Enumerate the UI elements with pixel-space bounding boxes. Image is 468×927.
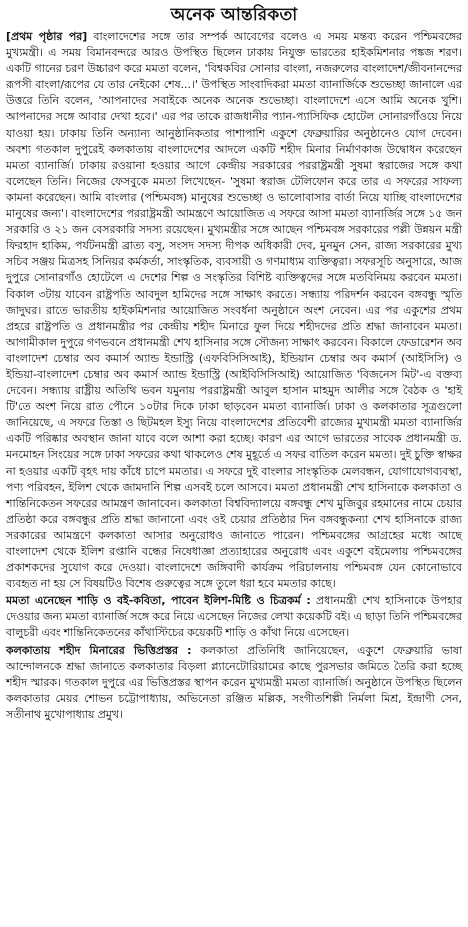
subheading-gifts: মমতা এনেছেন শাড়ি ও বই-কবিতা, পাবেন ইলিশ-মিষ্টি ও চিত্রকর্ম : [6,594,311,608]
article-paragraph-main [6,29,462,592]
paragraph-text: বাংলাদেশের সঙ্গে তার সম্পর্ক আবেগের বলেও এ সময় মন্তব্য করেন পশ্চিমবঙ্গের মুখ্যমন্ত্রী। এ সময় বিমানবন্দরে আরও উপস্থিত ছিলেন ঢাকায় নিযুক্ত ভারতের হাইকমিশনার পঙ্কজ শরণ। একটি গানের চরণ উচ্চারণ করে মমতা বলেন, 'বিশ্বকবির সোনার বাংলা, নজরুলের বাংলাদেশ/জীবনানন্দের রূপসী বাংলা/রূপের যে তার নেইকো শেষ...।' উপস্থিত সাংবাদিকরা মমতা ব্যানার্জিকে শুভেচ্ছা জানালে এর উত্তরে তিনি বলেন, 'আপনাদের সবাইকে অনেক অনেক শুভেচ্ছা। বাংলাদেশে এসে আমি অনেক খুশি। আপনাদের সঙ্গে আবার দেখা হবে।' এর পর তাকে রাজধানীর প্যান-প্যাসিফিক হোটেল সোনারগাঁওয়ে নিয়ে যাওয়া হয়। ঢাকায় তিনি অন্যান্য আনুষ্ঠানিকতার পাশাপাশি একুশে ফেব্রুয়ারির অনুষ্ঠানেও যোগ দেবেন। অবশ্য গতকাল দুপুরেই কলকাতায় বাংলাদেশের আদলে একটি শহীদ মিনার নির্মাণকাজ উদ্বোধন করেছেন মমতা ব্যানার্জি। ঢাকায় রওয়ানা হওয়ার আগে কেন্দ্রীয় সরকারের পররাষ্ট্রমন্ত্রী সুষমা স্বরাজের সঙ্গে কথা বলেছেন তিনি। নিজের ফেসবুকে মমতা লিখেছেন- 'সুষমা স্বরাজ টেলিফোন করে তার এ সফরের সাফল্য কামনা করেছেন। আমি বাংলার (পশ্চিমবঙ্গ) মানুষের শুভেচ্ছা ও ভালোবাসার বার্তা নিয়ে যাচ্ছি বাংলাদেশের মানুষের জন্য'। বাংলাদেশের পররাষ্ট্রমন্ত্রী আমন্ত্রণে আয়োজিত এ সফরে আসা মমতা ব্যানার্জির সঙ্গে ১৫ জন সরকারি ও ২১ জন বেসরকারি সদস্য রয়েছেন। মুখ্যমন্ত্রীর সঙ্গে আছেন পশ্চিমবঙ্গ সরকারের পল্লী উন্নয়ন মন্ত্রী ফিরহাদ হাকিম, পর্যটনমন্ত্রী ব্রাত্য বসু, সংসদ সদস্য দীপক অধিকারী দেব, মুনমুন সেন, রাজ্য সরকারের মুখ্য সচিব সঞ্জয় মিত্রসহ সিনিয়র কর্মকর্তা, সাংস্কৃতিক, ব্যবসায়ী ও গণমাধ্যম ব্যক্তিত্বরা। সফরসূচি অনুসারে, আজ দুপুরে সোনারগাঁও হোটেলে এ দেশের শিল্প ও সংস্কৃতির বিশিষ্ট ব্যক্তিত্বদের সঙ্গে মতবিনিময় করবেন মমতা। বিকাল ৩টায় যাবেন রাষ্ট্রপতি আবদুল হামিদের সঙ্গে সাক্ষাৎ করতে। সন্ধ্যায় পরিদর্শন করবেন বঙ্গবন্ধু স্মৃতি জাদুঘর। রাতে ভারতীয় হাইকমিশনার আয়োজিত সংবর্ধনা অনুষ্ঠানে অংশ নেবেন। এর পর একুশের প্রথম প্রহরে রাষ্ট্রপতি ও প্রধানমন্ত্রীর পর কেন্দ্রীয় শহীদ মিনারে ফুল দিয়ে শহীদদের প্রতি শ্রদ্ধা জানাবেন মমতা। আগামীকাল দুপুরে গণভবনে প্রধানমন্ত্রী শেখ হাসিনার সঙ্গে সৌজন্য সাক্ষাৎ করবেন। বিকালে ফেডারেশন অব বাংলাদেশ চেম্বার অব কমার্স অ্যান্ড ইন্ডাস্ট্রি (এফবিসিসিআই), ইন্ডিয়ান চেম্বার অব কমার্স (আইসিসি) ও ইন্ডিয়া-বাংলাদেশ চেম্বার অব কমার্স অ্যান্ড ইন্ডাস্ট্রি (আইবিসিসিআই) আয়োজিত 'বিজনেস মিট'-এ বক্তব্য দেবেন। সন্ধ্যায় রাষ্ট্রীয় অতিথি ভবন যমুনায় পররাষ্ট্রমন্ত্রী আবুল হাসান মাহমুদ আলীর সঙ্গে বৈঠক ও 'হাই টি'তে অংশ নিয়ে রাত পৌনে ১০টার দিকে ঢাকা ছাড়বেন মমতা ব্যানার্জি। ঢাকা ও কলকাতার সূত্রগুলো জানিয়েছে, এ সফরে তিস্তা ও ছিটমহল ইস্যু নিয়ে বাংলাদেশের প্রতিবেশী রাজ্যের মুখ্যমন্ত্রী মমতা ব্যানার্জির একটি পরিষ্কার অবস্থান জানা যাবে বলে আশা করা হচ্ছে। কারণ এর আগে ভারতের সাবেক প্রধানমন্ত্রী ড. মনমোহন সিংয়ের সঙ্গে ঢাকা সফরের কথা থাকলেও শেষ মুহূর্তে এ সফর বাতিল করেন মমতা। দুই চুক্তি স্বাক্ষর না হওয়ার একটি বৃহৎ দায় কাঁধে চাপে মমতার। এ সফরে দুই বাংলার সাংস্কৃতিক মেলবন্ধন, যোগাযোগব্যবস্থা, পণ্য পরিবহন, ইলিশ থেকে জামদানি শিল্প এসবই চলে আসবে। মমতা প্রধানমন্ত্রী শেখ হাসিনাকে কলকাতা ও শান্তিনিকেতন সফরের আমন্ত্রণ জানাবেন। কলকাতা বিশ্ববিদ্যালয়ে বঙ্গবন্ধু শেখ মুজিবুর রহমানের নামে চেয়ার প্রতিষ্ঠা করে বঙ্গবন্ধুর প্রতি শ্রদ্ধা জানানো এবং ওই চেয়ার প্রতিষ্ঠার দিন বঙ্গবন্ধুকন্যা শেখ হাসিনাকে রাজ্য সরকারের আমন্ত্রণে কলকাতা আসার অনুরোধও জানাতে পারেন। পশ্চিমবঙ্গের আগ্রহের মধ্যে আছে বাংলাদেশ থেকে ইলিশ রপ্তানি বন্ধের নিষেধাজ্ঞা প্রত্যাহারের অনুরোধ এবং একুশে বইমেলায় পশ্চিমবঙ্গের প্রকাশকদের সুযোগ করে দেওয়া। বাংলাদেশে জঙ্গিবাদী কার্যক্রম পরিচালনায় পশ্চিমবঙ্গ যেন কোনোভাবে ব্যবহৃত না হয় সে বিষয়টিও বিশেষ গুরুত্বের সঙ্গে তুলে ধরা হবে মমতার কাছে। [6,30,462,591]
paragraph-text: প্রধানমন্ত্রী শেখ হাসিনাকে উপহার দেওয়ার জন্য মমতা ব্যানার্জি সঙ্গে করে নিয়ে এসেছেন নিজের লেখা কয়েকটি বই। এ ছাড়া তিনি পশ্চিমবঙ্গের বালুচরী এবং শান্তিনিকেতনের কাঁথাস্টিচের কয়েকটি শাড়ি ও কাঁথা নিয়ে এসেছেন। [6,594,462,640]
continuation-marker: [প্রথম পৃষ্ঠার পর] [6,30,88,43]
article-headline: অনেক আন্তরিকতা [170,5,298,25]
article-paragraph-gifts [6,593,462,641]
paragraph-text: কলকাতা প্রতিনিধি জানিয়েছেন, একুশে ফেব্রুয়ারি ভাষা আন্দোলনকে শ্রদ্ধা জানাতে কলকাতার বিড়লা প্ল্যানেটোরিয়ামের কাছে পুরসভার জমিতে তৈরি করা হচ্ছে শহীদ স্মারক। গতকাল দুপুরে এর ভিত্তিপ্রস্তর স্থাপন করেন মুখ্যমন্ত্রী মমতা ব্যানার্জি। অনুষ্ঠানে উপস্থিত ছিলেন কলকাতার মেয়র শোভন চট্টোপাধ্যায়, অভিনেতা রঞ্জিত মল্লিক, সংগীতশিল্পী নির্মলা মিশ্র, ইন্দ্রাণী সেন, সতীনাথ মুখোপাধ্যায় প্রমুখ। [6,643,462,721]
subheading-shaheed-minar: কলকাতায় শহীদ মিনারের ভিত্তিপ্রস্তর : [6,643,192,657]
article-paragraph-shaheed-minar [6,643,462,723]
